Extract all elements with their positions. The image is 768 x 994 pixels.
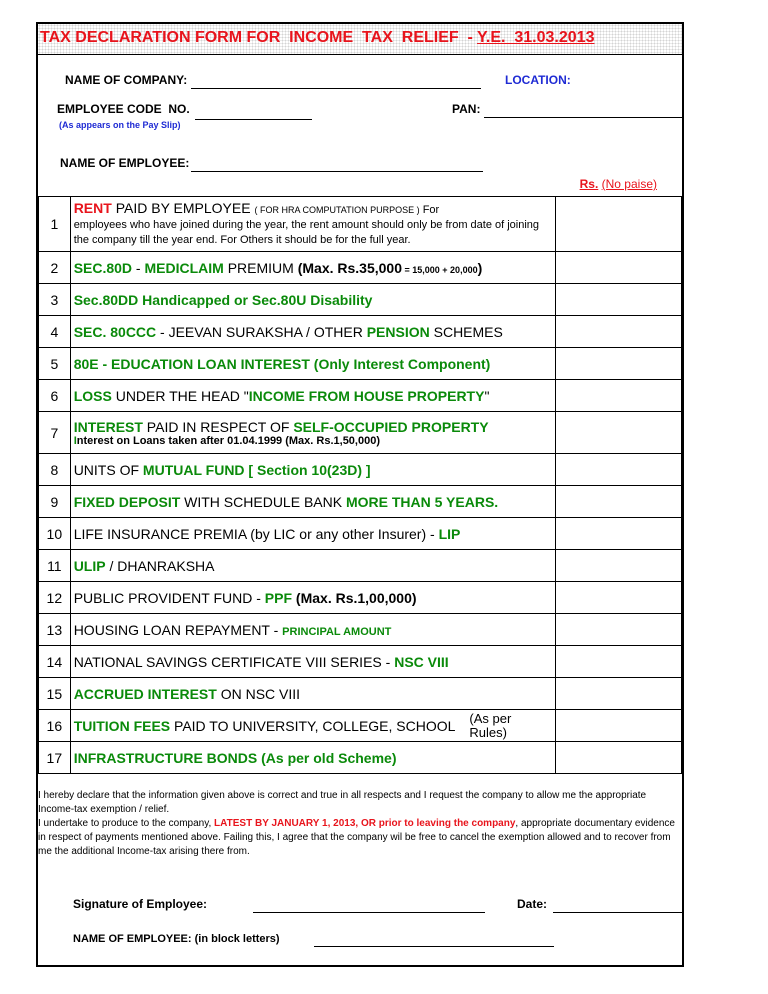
row-number: 2 xyxy=(39,252,71,284)
amount-cell[interactable] xyxy=(555,582,681,614)
declaration-text-part: , appropriate documentary evidence in respect of payments mentioned above. Failing this, I agree that the company wil be free to cancel the exemption allowed and to recover from me the additional Income-tax arising there from. xyxy=(38,818,675,857)
item-text: INTEREST xyxy=(73,418,143,435)
employee-code-field[interactable] xyxy=(195,119,312,120)
row-description xyxy=(70,412,555,454)
table-row xyxy=(39,710,682,742)
rent-text: PAID BY EMPLOYEE xyxy=(111,200,255,216)
rs-label: Rs. xyxy=(579,177,599,191)
item-text: TUITION FEES xyxy=(73,717,171,734)
signature-label: Signature of Employee: xyxy=(73,897,208,911)
row-number: 6 xyxy=(39,380,71,412)
form-title-main: TAX DECLARATION FORM FOR INCOME TAX RELIEF - xyxy=(40,29,478,46)
declaration-text-part: I undertake to produce to the company, xyxy=(38,818,215,829)
row-description xyxy=(70,316,555,348)
table-row xyxy=(39,348,682,380)
amount-cell[interactable] xyxy=(555,380,681,412)
item-text: NSC VIII xyxy=(394,653,449,670)
amount-cell[interactable] xyxy=(555,252,681,284)
item-text: PPF xyxy=(264,589,293,606)
amount-cell[interactable] xyxy=(555,284,681,316)
table-row xyxy=(39,284,682,316)
item-text: LIP xyxy=(438,525,461,542)
amount-unit-note xyxy=(580,177,657,191)
amount-cell[interactable] xyxy=(555,316,681,348)
row-description xyxy=(70,678,555,710)
rent-for: For xyxy=(419,204,440,216)
item-text: = 15,000 + 20,000 xyxy=(402,264,478,275)
amount-cell[interactable] xyxy=(555,348,681,380)
row-number: 15 xyxy=(39,678,71,710)
item-text: MUTUAL FUND [ Section 10(23D) ] xyxy=(142,461,371,478)
date-label: Date: xyxy=(517,897,548,911)
row-number: 12 xyxy=(39,582,71,614)
item-text: UNDER THE HEAD " xyxy=(111,387,249,404)
company-field[interactable] xyxy=(191,88,481,89)
row-number: 10 xyxy=(39,518,71,550)
row-description xyxy=(70,518,555,550)
company-label: NAME OF COMPANY: xyxy=(65,73,188,87)
rent-keyword: RENT xyxy=(73,200,112,216)
item-text: FIXED DEPOSIT xyxy=(73,493,181,510)
location-label: LOCATION: xyxy=(505,73,571,87)
row-description xyxy=(70,486,555,518)
item-text: PREMIUM xyxy=(223,259,298,276)
item-text: (Max. Rs.1,00,000) xyxy=(292,589,417,606)
tax-declaration-form xyxy=(36,22,684,967)
row-number: 8 xyxy=(39,454,71,486)
item-text: " xyxy=(484,387,490,404)
row-number: 5 xyxy=(39,348,71,380)
no-paise-note: (No paise) xyxy=(601,177,657,191)
amount-cell[interactable] xyxy=(555,614,681,646)
item-text: PAID IN RESPECT OF xyxy=(142,418,294,435)
item-text: ULIP xyxy=(73,557,106,574)
row-description xyxy=(70,197,555,252)
item-text: MORE THAN 5 YEARS. xyxy=(345,493,499,510)
row-number: 13 xyxy=(39,614,71,646)
table-row xyxy=(39,678,682,710)
row-description xyxy=(70,380,555,412)
item-text: HOUSING LOAN REPAYMENT - xyxy=(73,621,283,638)
declaration-deadline: LATEST BY JANUARY 1, 2013, OR prior to leaving the company xyxy=(214,818,516,829)
row-number: 14 xyxy=(39,646,71,678)
block-letters-name-field[interactable] xyxy=(314,946,554,947)
declaration-text xyxy=(38,789,678,859)
employee-name-field[interactable] xyxy=(191,171,483,172)
item-text: Rules) xyxy=(469,724,507,740)
deduction-items-table xyxy=(38,196,682,774)
table-row xyxy=(39,550,682,582)
item-text: SELF-OCCUPIED PROPERTY xyxy=(293,418,489,435)
item-text: PAID TO UNIVERSITY, COLLEGE, SCHOOL xyxy=(170,717,456,734)
row-number: 1 xyxy=(39,197,71,252)
declaration-line-1: I hereby declare that the information given above is correct and true in all respects and I request the company to allow me the appropriate Income-tax exemption / relief. xyxy=(38,790,647,815)
row-description xyxy=(70,284,555,316)
table-row xyxy=(39,486,682,518)
row-description xyxy=(70,550,555,582)
row-description xyxy=(70,454,555,486)
signature-field[interactable] xyxy=(253,912,485,913)
item-text: I xyxy=(73,434,77,447)
item-text: INFRASTRUCTURE BONDS (As per old Scheme) xyxy=(73,749,397,766)
table-row xyxy=(39,742,682,774)
amount-cell[interactable] xyxy=(555,550,681,582)
table-row xyxy=(39,518,682,550)
row-number: 17 xyxy=(39,742,71,774)
row-description xyxy=(70,348,555,380)
item-text: WITH SCHEDULE BANK xyxy=(180,493,346,510)
title-bar xyxy=(38,24,682,55)
item-text: PRINCIPAL AMOUNT xyxy=(282,625,392,638)
item-text: UNITS OF xyxy=(73,461,143,478)
item-text: nterest on Loans taken after 01.04.1999 (Max. Rs.1,50,000) xyxy=(76,434,381,447)
pan-label: PAN: xyxy=(452,102,481,116)
item-text: PUBLIC PROVIDENT FUND - xyxy=(73,589,265,606)
amount-cell[interactable] xyxy=(555,486,681,518)
rent-hra-note: ( FOR HRA COMPUTATION PURPOSE ) xyxy=(254,205,420,215)
item-text: Sec.80DD Handicapped or Sec.80U Disability xyxy=(73,291,373,308)
item-text: MEDICLAIM xyxy=(144,259,224,276)
amount-cell[interactable] xyxy=(555,518,681,550)
table-row xyxy=(39,582,682,614)
table-row xyxy=(39,412,682,454)
table-row xyxy=(39,316,682,348)
employee-code-label: EMPLOYEE CODE NO. xyxy=(57,102,190,116)
item-text: (As per xyxy=(469,710,512,726)
row-description xyxy=(70,710,555,742)
form-title-year: Y.E. 31.03.2013 xyxy=(477,29,595,46)
row-number: 11 xyxy=(39,550,71,582)
table-row xyxy=(39,614,682,646)
declaration-line-2 xyxy=(38,817,678,859)
row-number: 4 xyxy=(39,316,71,348)
item-text: - xyxy=(132,259,145,276)
table-row xyxy=(39,380,682,412)
block-letters-name-label: NAME OF EMPLOYEE: (in block letters) xyxy=(73,933,280,945)
amount-cell[interactable] xyxy=(555,454,681,486)
table-row xyxy=(39,454,682,486)
date-field[interactable] xyxy=(553,912,682,913)
employee-name-label: NAME OF EMPLOYEE: xyxy=(60,156,190,170)
item-text: / DHANRAKSHA xyxy=(105,557,215,574)
row-number: 3 xyxy=(39,284,71,316)
row-description xyxy=(70,646,555,678)
item-text: ACCRUED INTEREST xyxy=(73,685,217,702)
item-text: SEC. 80CCC xyxy=(73,323,157,340)
item-text: PENSION xyxy=(366,323,430,340)
item-text: - JEEVAN SURAKSHA / OTHER xyxy=(156,323,367,340)
amount-cell[interactable] xyxy=(555,710,681,742)
row-description xyxy=(70,252,555,284)
item-text: 80E - EDUCATION LOAN INTEREST (Only Interest Component) xyxy=(73,355,491,372)
item-text: INCOME FROM HOUSE PROPERTY xyxy=(248,387,485,404)
item-text: SEC.80D xyxy=(73,259,133,276)
item-text: ON NSC VIII xyxy=(216,685,301,702)
pan-field[interactable] xyxy=(484,117,682,118)
table-row xyxy=(39,252,682,284)
employee-code-note: (As appears on the Pay Slip) xyxy=(59,120,181,130)
row-number: 16 xyxy=(39,710,71,742)
row-number: 9 xyxy=(39,486,71,518)
item-text: (Max. Rs.35,000 xyxy=(297,259,403,276)
item-text: LIFE INSURANCE PREMIA (by LIC or any other Insurer) - xyxy=(73,525,439,542)
amount-cell[interactable] xyxy=(555,197,681,252)
row-description xyxy=(70,742,555,774)
item-text: LOSS xyxy=(73,387,112,404)
amount-cell[interactable] xyxy=(555,646,681,678)
item-text: NATIONAL SAVINGS CERTIFICATE VIII SERIES - xyxy=(73,653,395,670)
row-number: 7 xyxy=(39,412,71,454)
item-text: SCHEMES xyxy=(429,323,503,340)
item-text: ) xyxy=(477,259,483,276)
amount-cell[interactable] xyxy=(555,412,681,454)
amount-cell[interactable] xyxy=(555,742,681,774)
row-description xyxy=(70,614,555,646)
rent-note: employees who have joined during the year, the rent amount should only be from date of joining the company till the year end. For Others it should be for the full year. xyxy=(73,219,540,246)
form-title xyxy=(40,29,594,47)
amount-cell[interactable] xyxy=(555,678,681,710)
table-row xyxy=(39,646,682,678)
table-row xyxy=(39,197,682,252)
row-description xyxy=(70,582,555,614)
